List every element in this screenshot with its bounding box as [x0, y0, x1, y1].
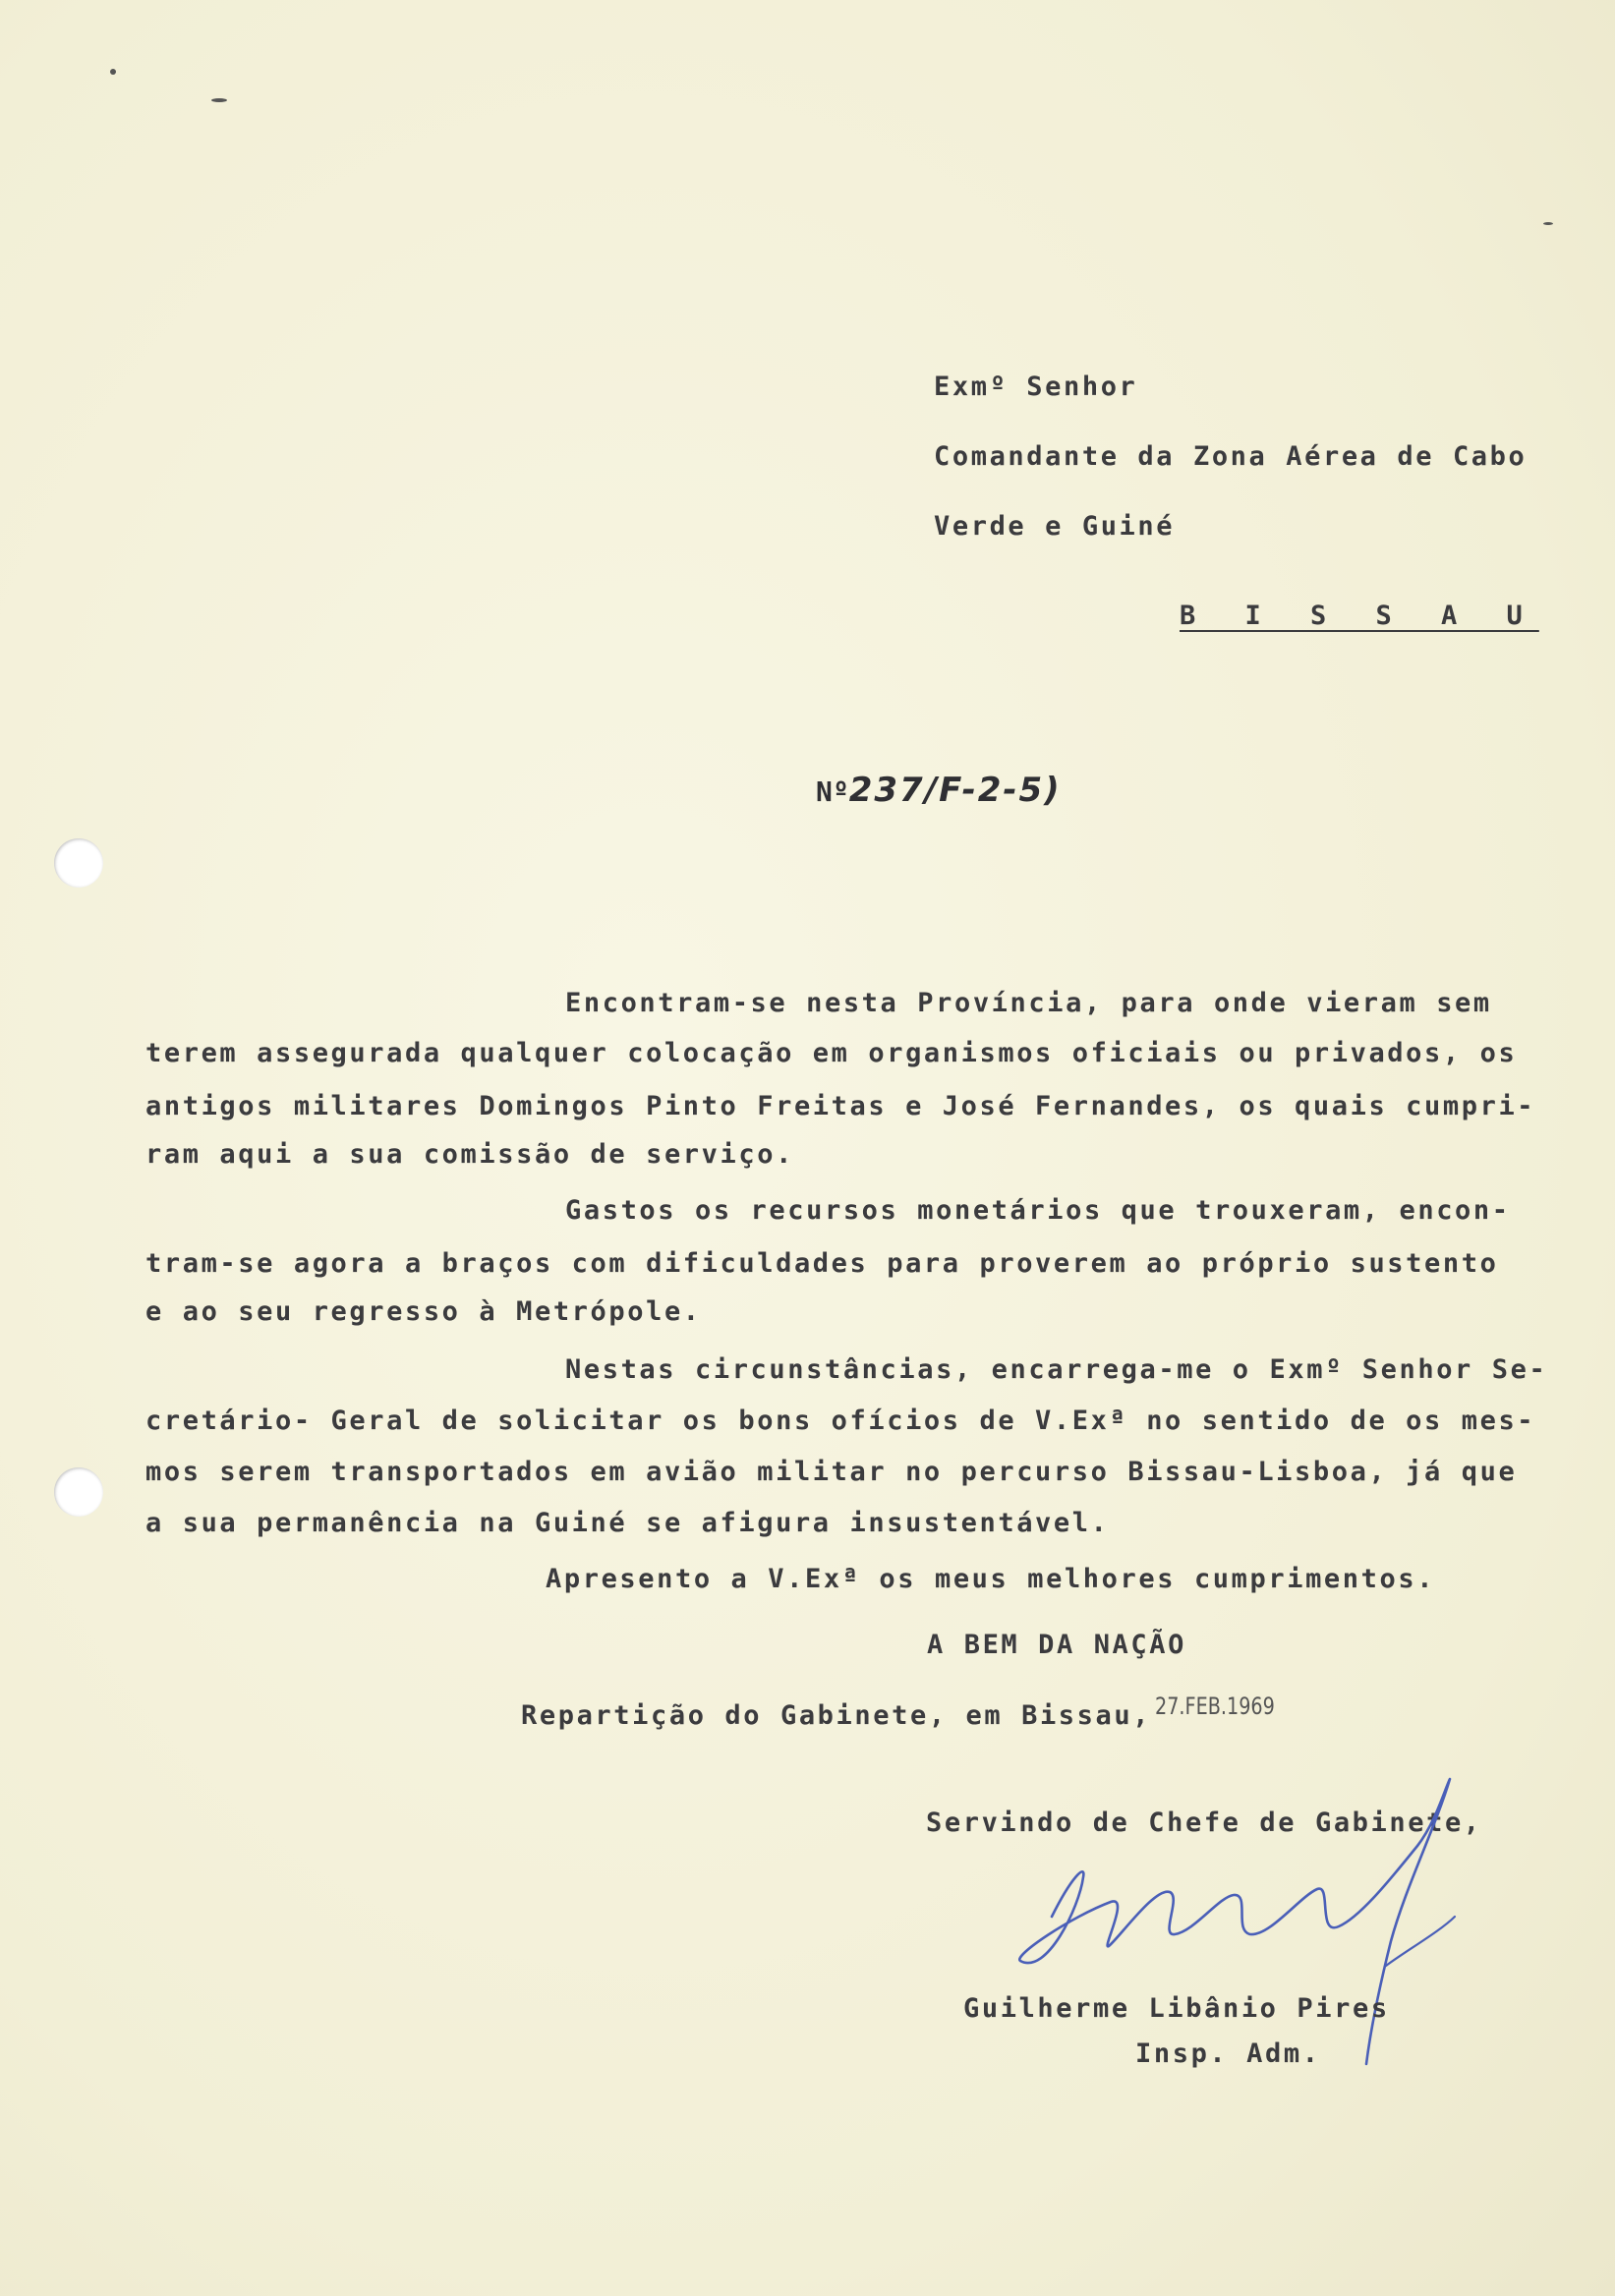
signatory-name: Guilherme Libânio Pires [963, 1993, 1390, 2024]
reference-number [816, 771, 1062, 810]
body-line: Nestas circunstâncias, encarrega-me o Exmº Senhor Se- [565, 1354, 1548, 1385]
body-line: Encontram-se nesta Província, para onde vieram sem [565, 988, 1492, 1018]
addressee-city: B I S S A U [1180, 601, 1539, 631]
body-line: terem assegurada qualquer colocação em organismos oficiais ou privados, os [145, 1038, 1518, 1068]
body-line: antigos militares Domingos Pinto Freitas e José Fernandes, os quais cumpri- [145, 1091, 1536, 1121]
punch-hole-top [54, 838, 103, 888]
body-line: Gastos os recursos monetários que trouxeram, encon- [565, 1195, 1511, 1226]
reference-prefix: Nº [816, 775, 849, 808]
body-line: ram aqui a sua comissão de serviço. [145, 1139, 794, 1170]
addressee-line-2: Verde e Guiné [934, 511, 1176, 542]
addressee-salutation: Exmº Senhor [934, 372, 1138, 402]
body-line: a sua permanência na Guiné se afigura insustentável. [145, 1508, 1110, 1538]
signatory-role: Servindo de Chefe de Gabinete, [926, 1808, 1482, 1838]
body-line: tram-se agora a braços com dificuldades para proverem ao próprio sustento [145, 1248, 1499, 1279]
paper-speck [211, 98, 227, 102]
date-stamp: 27.FEB.1969 [1155, 1693, 1275, 1720]
body-line: e ao seu regresso à Metrópole. [145, 1296, 702, 1327]
body-line: cretário- Geral de solicitar os bons ofícios de V.Exª no sentido de os mes- [145, 1406, 1536, 1436]
reference-value: 237/F-2-5) [848, 771, 1062, 810]
paper-speck [1543, 222, 1553, 225]
body-line: mos serem transportados em avião militar no percurso Bissau-Lisboa, já que [145, 1457, 1518, 1487]
punch-hole-bottom [54, 1467, 103, 1517]
paper-speck [110, 69, 116, 75]
place-date: Repartição do Gabinete, em Bissau, [521, 1700, 1152, 1731]
signatory-title: Insp. Adm. [1135, 2038, 1321, 2069]
closing-line: Apresento a V.Exª os meus melhores cumprimentos. [546, 1564, 1436, 1594]
addressee-line-1: Comandante da Zona Aérea de Cabo [934, 441, 1528, 472]
motto: A BEM DA NAÇÃO [927, 1630, 1186, 1660]
